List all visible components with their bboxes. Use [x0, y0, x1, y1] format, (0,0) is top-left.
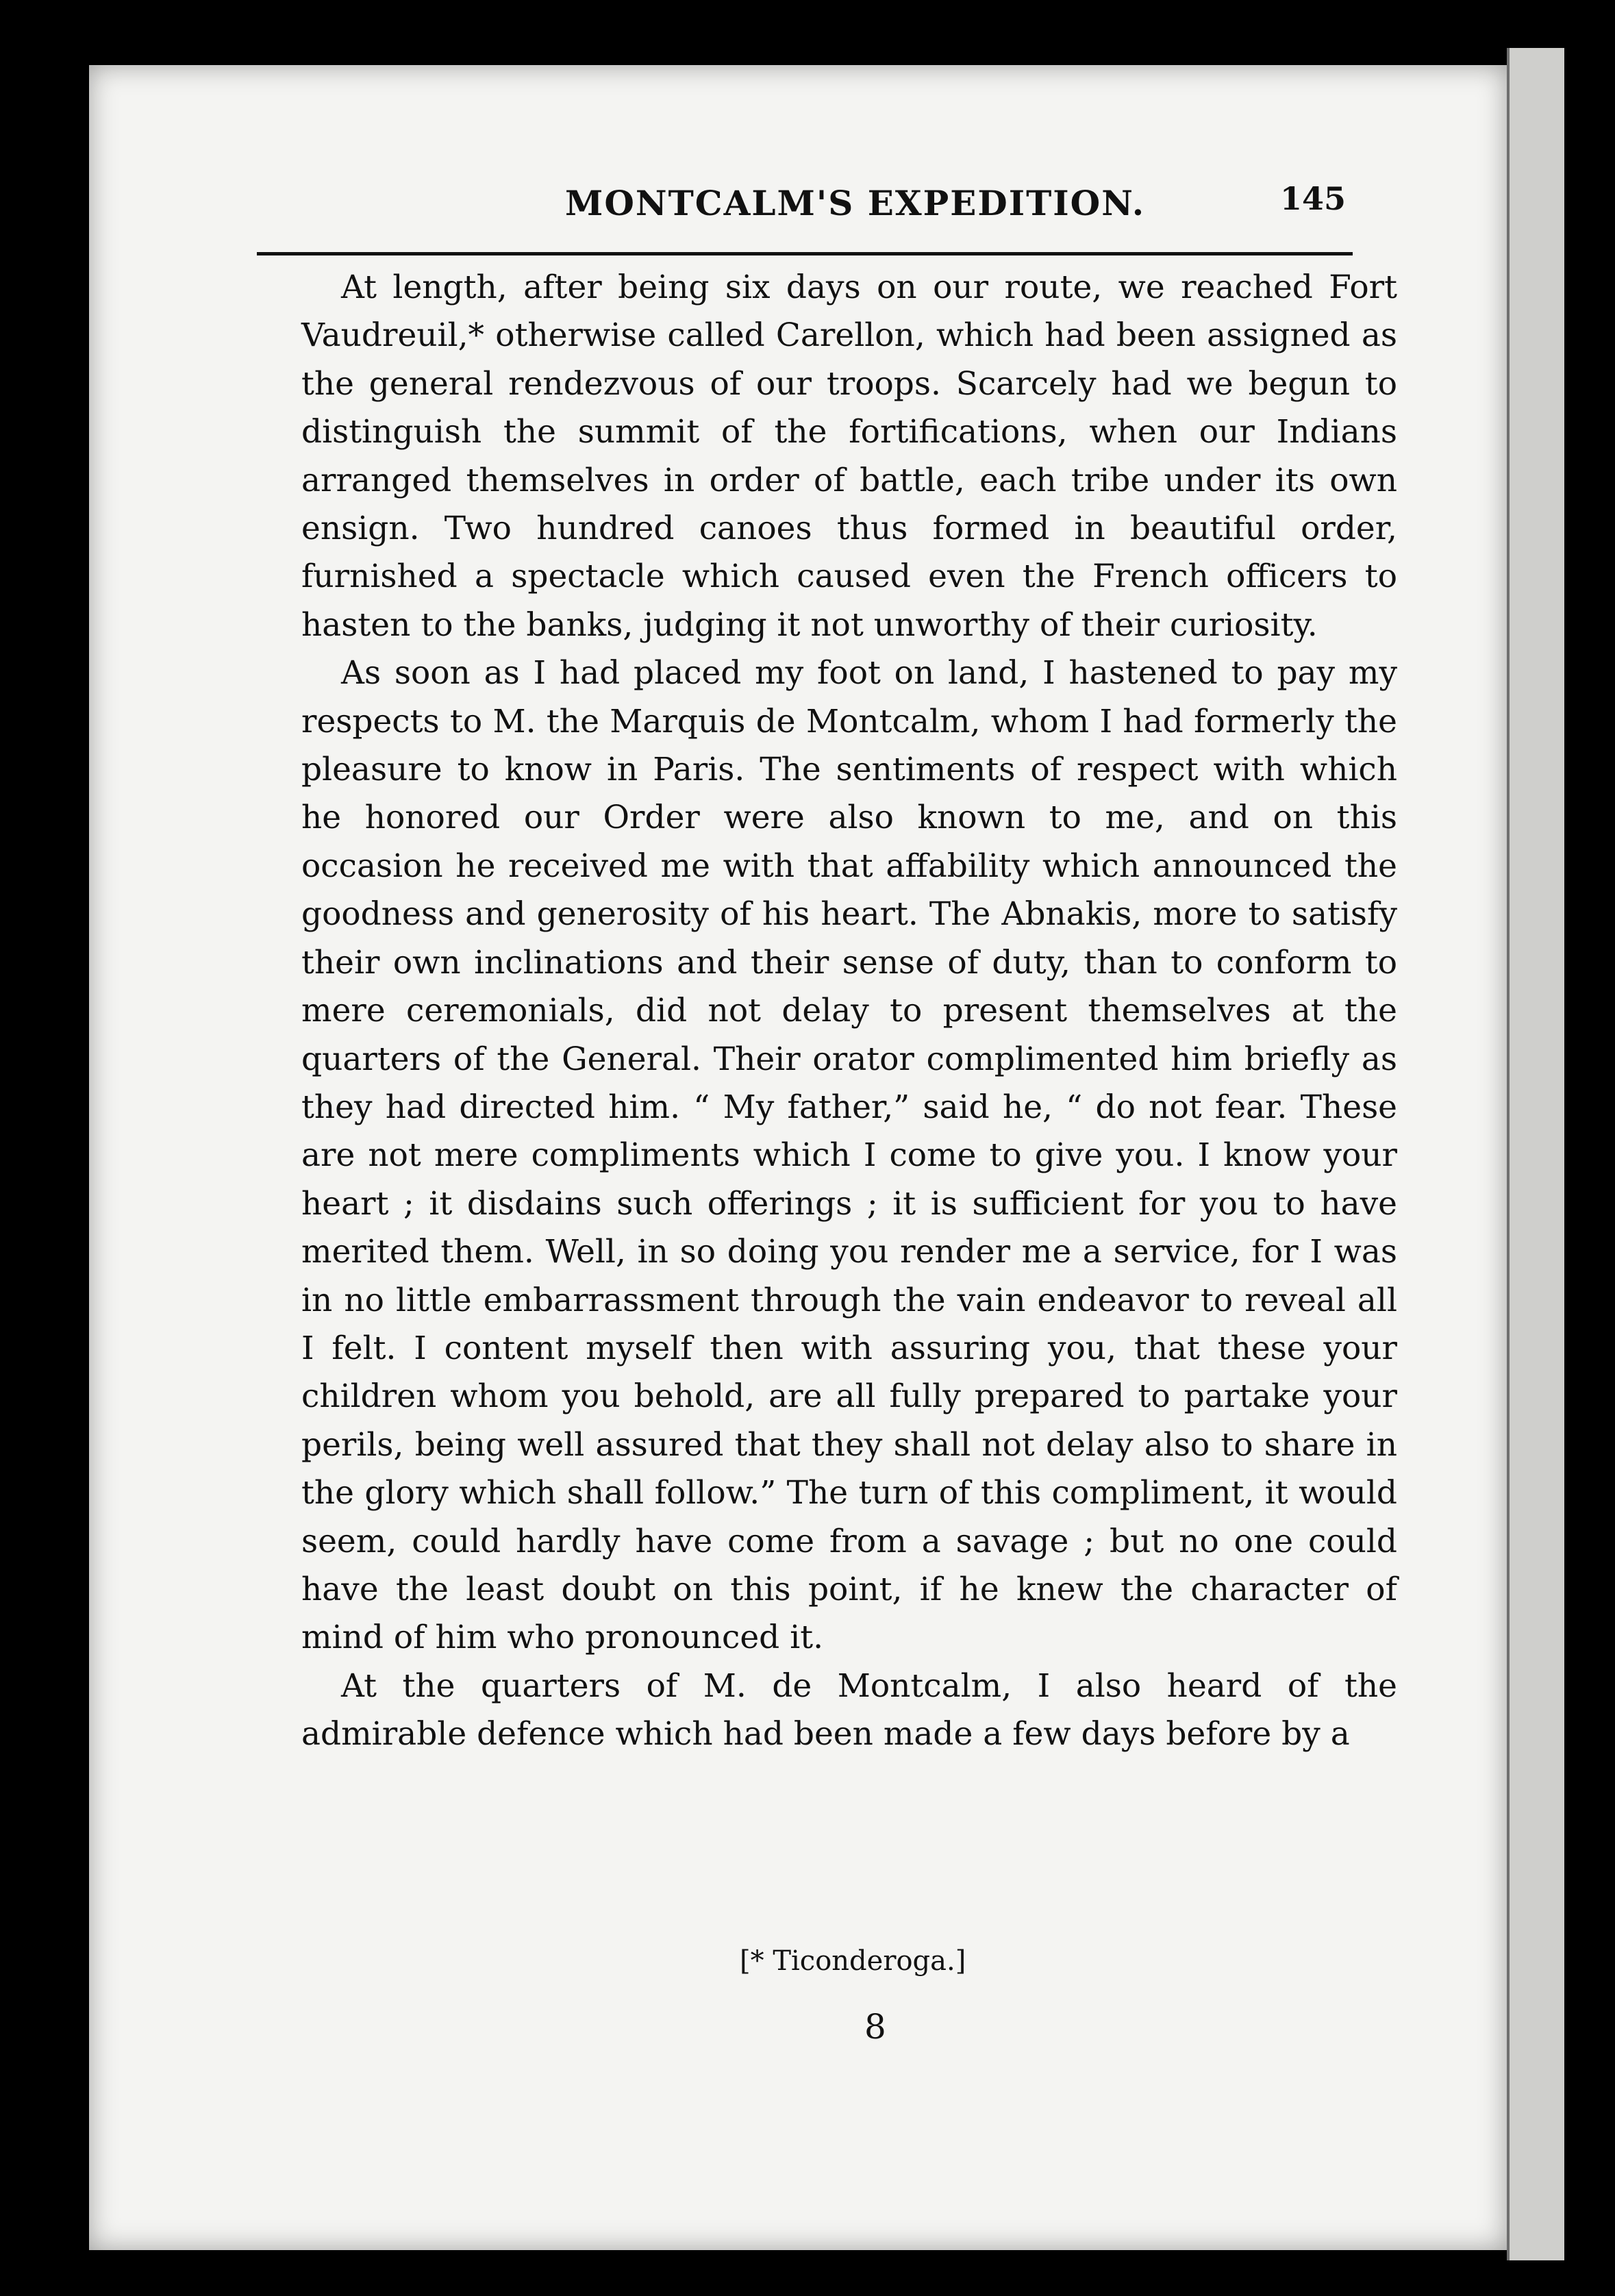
page-header	[223, 175, 1346, 229]
signature-mark: 8	[864, 2007, 886, 2047]
page-number: 145	[1279, 180, 1346, 217]
page-edge	[1507, 48, 1564, 2260]
body-text	[301, 264, 1397, 1759]
paragraph: At length, after being six days on our route, we reached Fort Vaudreuil,* otherwise called Carellon, which had been assigned as the general rendezvous of our troops. Scarcely had we begun to distinguish the summit of the fortifications, when our Indians arranged themselves in order of battle, each tribe under its own ensign. Two hundred canoes thus formed in beautiful order, furnished a spectacle which caused even the French officers to hasten to the banks, judging it not unworthy of their curiosity.	[301, 269, 1397, 644]
paragraph: At the quarters of M. de Montcalm, I also heard of the admirable defence which had been made a few days before by a	[301, 1667, 1397, 1754]
running-head: MONTCALM'S EXPEDITION.	[565, 183, 1146, 223]
header-rule	[257, 252, 1353, 255]
paragraph: As soon as I had placed my foot on land, I hastened to pay my respects to M. the Marquis de Montcalm, whom I had formerly the pleasure to know in Paris. The sentiments of respect with which he honored our Order were also known to me, and on this occasion he received me with that affability which announced the goodness and generosity of his heart. The Abnakis, more to satisfy their own inclinations and their sense of duty, than to conform to mere ceremonials, did not delay to present themselves at the quarters of the General. Their orator complimented him briefly as they had directed him. “ My father,” said he, “ do not fear. These are not mere compliments which I come to give you. I know your heart ; it disdains such offerings ; it is sufficient for you to have merited them. Well, in so doing you render me a service, for I was in no little embarrassment through the vain endeavor to reveal all I felt. I content myself then with assuring you, that these your children whom you behold, are all fully prepared to partake your perils, being well assured that they shall not delay also to share in the glory which shall follow.” The turn of this compliment, it would seem, could hardly have come from a savage ; but no one could have the least doubt on this point, if he knew the character of mind of him who pronounced it.	[301, 654, 1397, 1657]
footnote: [* Ticonderoga.]	[740, 1945, 966, 1977]
